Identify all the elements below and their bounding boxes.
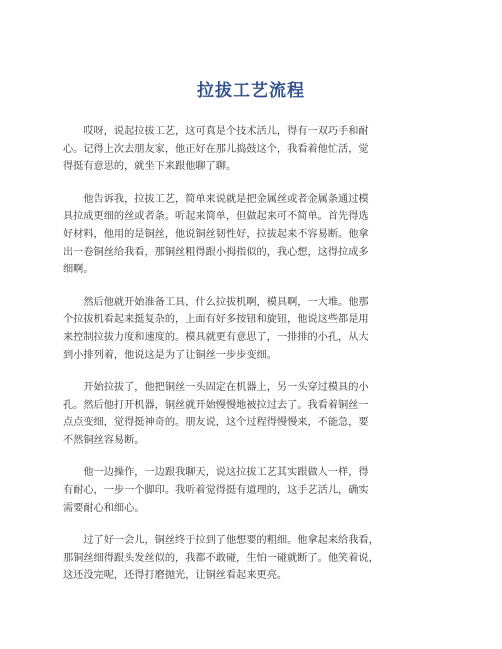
- text-line: 开始拉拔了，他把铜丝一头固定在机器上，另一头穿过模具的小: [63, 381, 369, 393]
- paragraph-3: [63, 294, 445, 365]
- text-line: 点点变细，觉得挺神奇的。朋友说，这个过程得慢慢来，不能急，要: [63, 417, 369, 429]
- text-line: 出一卷铜丝给我看，那铜丝粗得跟小拇指似的，我心想，这得拉成多: [63, 246, 369, 258]
- document-body: [63, 123, 445, 599]
- text-line: 哎呀，说起拉拔工艺，这可真是个技术活儿，得有一双巧手和耐: [63, 126, 369, 137]
- text-line: 具拉成更细的丝或者条。听起来简单，但做起来可不简单。首先得选: [63, 211, 369, 223]
- paragraph-2: [63, 191, 445, 280]
- paragraph-5: [63, 464, 445, 517]
- text-line: 他一边操作，一边跟我聊天，说这拉拔工艺其实跟做人一样，得: [63, 467, 369, 479]
- paragraph-1: [63, 123, 445, 176]
- paragraph-6: [63, 532, 445, 585]
- text-line: 不然铜丝容易断。: [63, 435, 145, 447]
- text-line: 过了好一会儿，铜丝终于拉到了他想要的粗细。他拿起来给我看，: [63, 534, 379, 546]
- text-line: 来控制拉拔力度和速度的。模具就更有意思了，一排排的小孔，从大: [63, 332, 369, 344]
- text-line: 然后他就开始准备工具，什么拉拔机啊，模具啊，一大堆。他那: [63, 296, 369, 308]
- text-line: 需要耐心和细心。: [63, 502, 145, 514]
- text-line: 有耐心，一步一个脚印。我听着觉得挺有道理的，这手艺活儿，确实: [63, 484, 369, 496]
- text-line: 好材料，他用的是铜丝，他说铜丝韧性好，拉拔起来不容易断。他拿: [63, 229, 369, 241]
- text-line: 个拉拔机看起来挺复杂的，上面有好多按钮和旋钮，他说这些都是用: [63, 314, 369, 326]
- document-title: 拉拔工艺流程: [197, 81, 305, 101]
- text-line: 他告诉我，拉拔工艺，简单来说就是把金属丝或者金属条通过模: [63, 193, 369, 205]
- text-line: 孔。然后他打开机器，铜丝就开始慢慢地被拉过去了。我看着铜丝一: [63, 399, 369, 411]
- text-line: 到小排列着，他说这是为了让铜丝一步步变细。: [63, 349, 277, 361]
- text-line: 细啊。: [63, 264, 94, 276]
- paragraph-4: [63, 379, 445, 450]
- text-line: 那铜丝细得跟头发丝似的，我都不敢碰，生怕一碰就断了。他笑着说，: [63, 552, 379, 564]
- text-line: 心。记得上次去朋友家，他正好在那儿捣鼓这个，我看着他忙活，觉: [63, 143, 369, 155]
- text-line: 这还没完呢，还得打磨抛光，让铜丝看起来更亮。: [63, 570, 288, 582]
- text-line: 得挺有意思的，就坐下来跟他聊了聊。: [63, 161, 237, 173]
